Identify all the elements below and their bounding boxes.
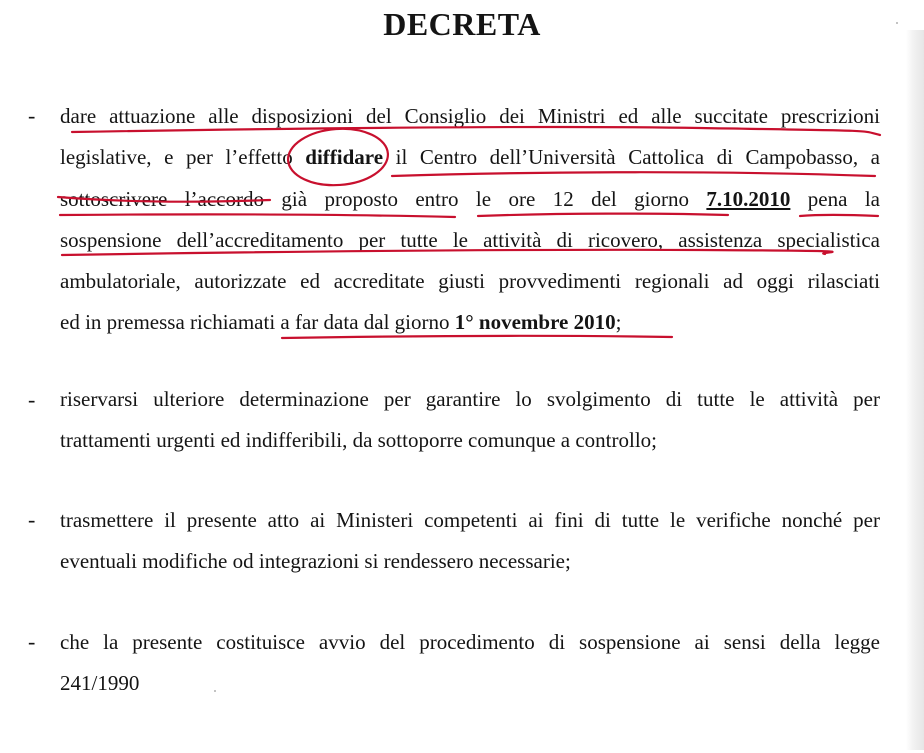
text-line: eventuali modifiche od integrazioni si rendessero necessarie; bbox=[60, 549, 571, 573]
bullet-dash: - bbox=[28, 387, 36, 412]
bullet-dash: - bbox=[28, 507, 36, 532]
text-line: riservarsi ulteriore determinazione per garantire lo svolgimento di tutte le attività per bbox=[60, 387, 880, 411]
document-title: DECRETA bbox=[383, 6, 541, 42]
text-line: trasmettere il presente atto ai Ministeri competenti ai fini di tutte le verifiche nonché per bbox=[60, 508, 880, 532]
speck bbox=[214, 690, 216, 692]
bullet-dash: - bbox=[28, 103, 36, 128]
deadline-date: 7.10.2010 bbox=[706, 187, 791, 211]
text-line: trattamenti urgenti ed indifferibili, da sottoporre comunque a controllo; bbox=[60, 428, 657, 452]
text-line: ambulatoriale, autorizzate ed accreditate giusti provvedimenti regionali ad oggi rilasciati bbox=[60, 269, 880, 293]
speck bbox=[896, 22, 898, 24]
text-line: ed in premessa richiamati a far data dal giorno 1° novembre 2010; bbox=[60, 310, 622, 334]
diffidare-word: diffidare bbox=[305, 145, 384, 169]
text-line: sottoscrivere l’accordo già proposto entro le ore 12 del giorno 7.10.2010 pena la bbox=[60, 187, 880, 211]
text-line: che la presente costituisce avvio del procedimento di sospensione ai sensi della legge bbox=[60, 630, 880, 654]
text-line: legislative, e per l’effetto diffidare il Centro dell’Università Cattolica di Campobasso, a bbox=[60, 145, 881, 169]
text-line: 241/1990 bbox=[60, 671, 140, 695]
text-line: sospensione dell’accreditamento per tutte le attività di ricovero, assistenza specialistica bbox=[60, 228, 880, 252]
page-edge-shadow bbox=[906, 30, 924, 750]
start-date: 1° novembre 2010 bbox=[454, 310, 616, 334]
text-line: dare attuazione alle disposizioni del Consiglio dei Ministri ed alle succitate prescrizioni bbox=[60, 104, 880, 128]
bullet-dash: - bbox=[28, 629, 36, 654]
